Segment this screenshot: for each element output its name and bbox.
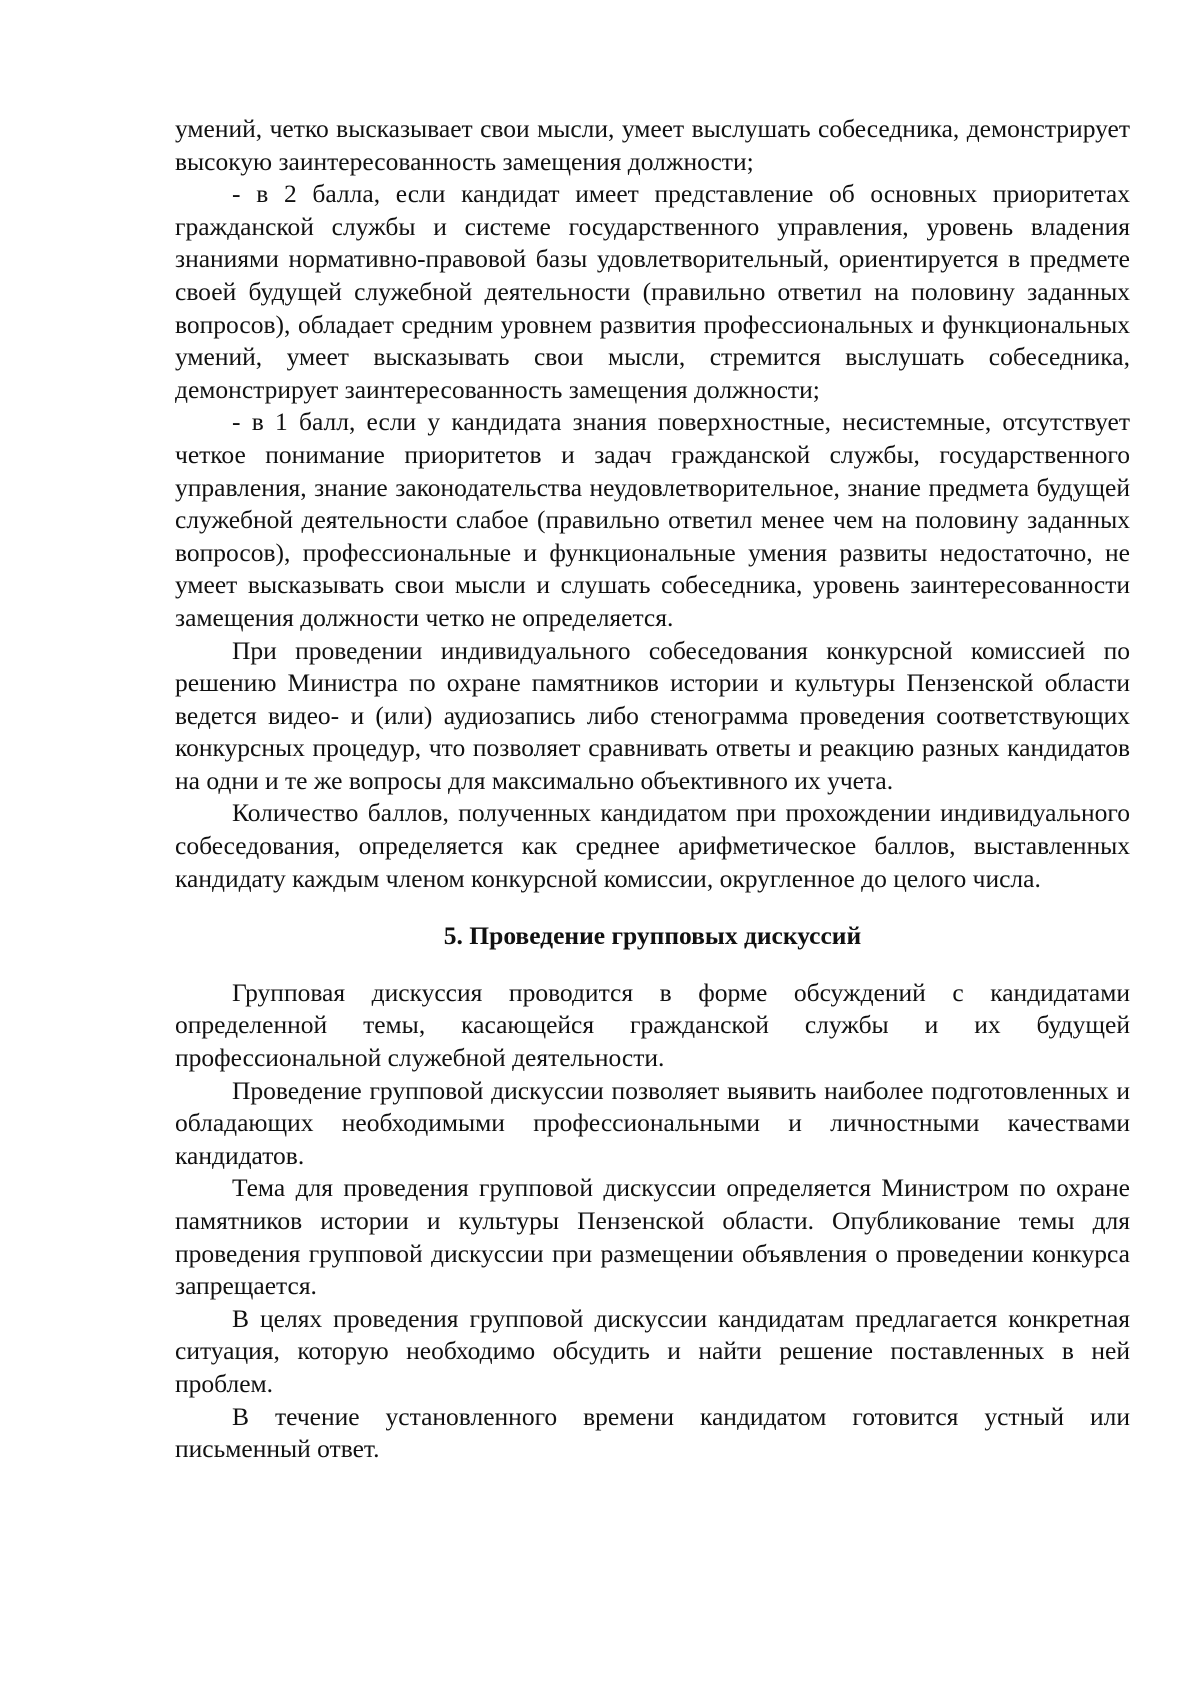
paragraph-continuation: умений, четко высказывает свои мысли, умеет выслушать собеседника, демонстрирует высокую заинтересованность замещения должности;: [175, 114, 1130, 176]
paragraph-recording: При проведении индивидуального собеседования конкурсной комиссией по решению Министра по охране памятников истории и культуры Пензенской области ведется видео- и (или) аудиозапись либо стенограмма проведения соответствующих конкурсных процедур, что позволяет сравнивать ответы и реакцию разных кандидатов на одни и те же вопросы для максимально объективного их учета.: [175, 635, 1130, 795]
section-heading: 5. Проведение групповых дискуссий: [443, 921, 862, 951]
document-body: [175, 113, 1130, 1466]
paragraph-discussion-answer: В течение установленного времени кандидатом готовится устный или письменный ответ.: [175, 1401, 1130, 1464]
paragraph-two-points: - в 2 балла, если кандидат имеет представление об основных приоритетах гражданской службы и системе государственного управления, уровень владения знаниями нормативно-правовой базы удовлетворительный, ориентируется в предмете своей будущей служебной деятельности (правильно ответил на половину заданных вопросов), обладает средним уровнем развития профессиональных и функциональных умений, умеет высказывать свои мысли, стремится выслушать собеседника, демонстрирует заинтересованность замещения должности;: [175, 179, 1130, 404]
paragraph-score-calculation: Количество баллов, полученных кандидатом при прохождении индивидуального собеседования, определяется как среднее арифметическое баллов, выставленных кандидату каждым членом конкурсной комиссии, округленное до целого числа.: [175, 798, 1130, 893]
paragraph-one-point: - в 1 балл, если у кандидата знания поверхностные, несистемные, отсутствует четкое понимание приоритетов и задач гражданской службы, государственного управления, знание законодательства неудовлетворительное, знание предмета будущей служебной деятельности слабое (правильно ответил менее чем на половину заданных вопросов), профессиональные и функциональные умения развиты недостаточно, не умеет высказывать свои мысли и слушать собеседника, уровень заинтересованности замещения должности четко не определяется.: [175, 407, 1130, 632]
paragraph-discussion-purpose: Проведение групповой дискуссии позволяет выявить наиболее подготовленных и обладающих необходимыми профессиональными и личностными качествами кандидатов.: [175, 1075, 1130, 1170]
paragraph-discussion-topic: Тема для проведения групповой дискуссии определяется Министром по охране памятников истории и культуры Пензенской области. Опубликование темы для проведения групповой дискуссии при размещении объявления о проведении конкурса запрещается.: [175, 1173, 1130, 1301]
paragraph-discussion-situation: В целях проведения групповой дискуссии кандидатам предлагается конкретная ситуация, которую необходимо обсудить и найти решение поставленных в ней проблем.: [175, 1303, 1130, 1398]
paragraph-discussion-form: Групповая дискуссия проводится в форме обсуждений с кандидатами определенной темы, касающейся гражданской службы и их будущей профессиональной служебной деятельности.: [175, 977, 1130, 1073]
